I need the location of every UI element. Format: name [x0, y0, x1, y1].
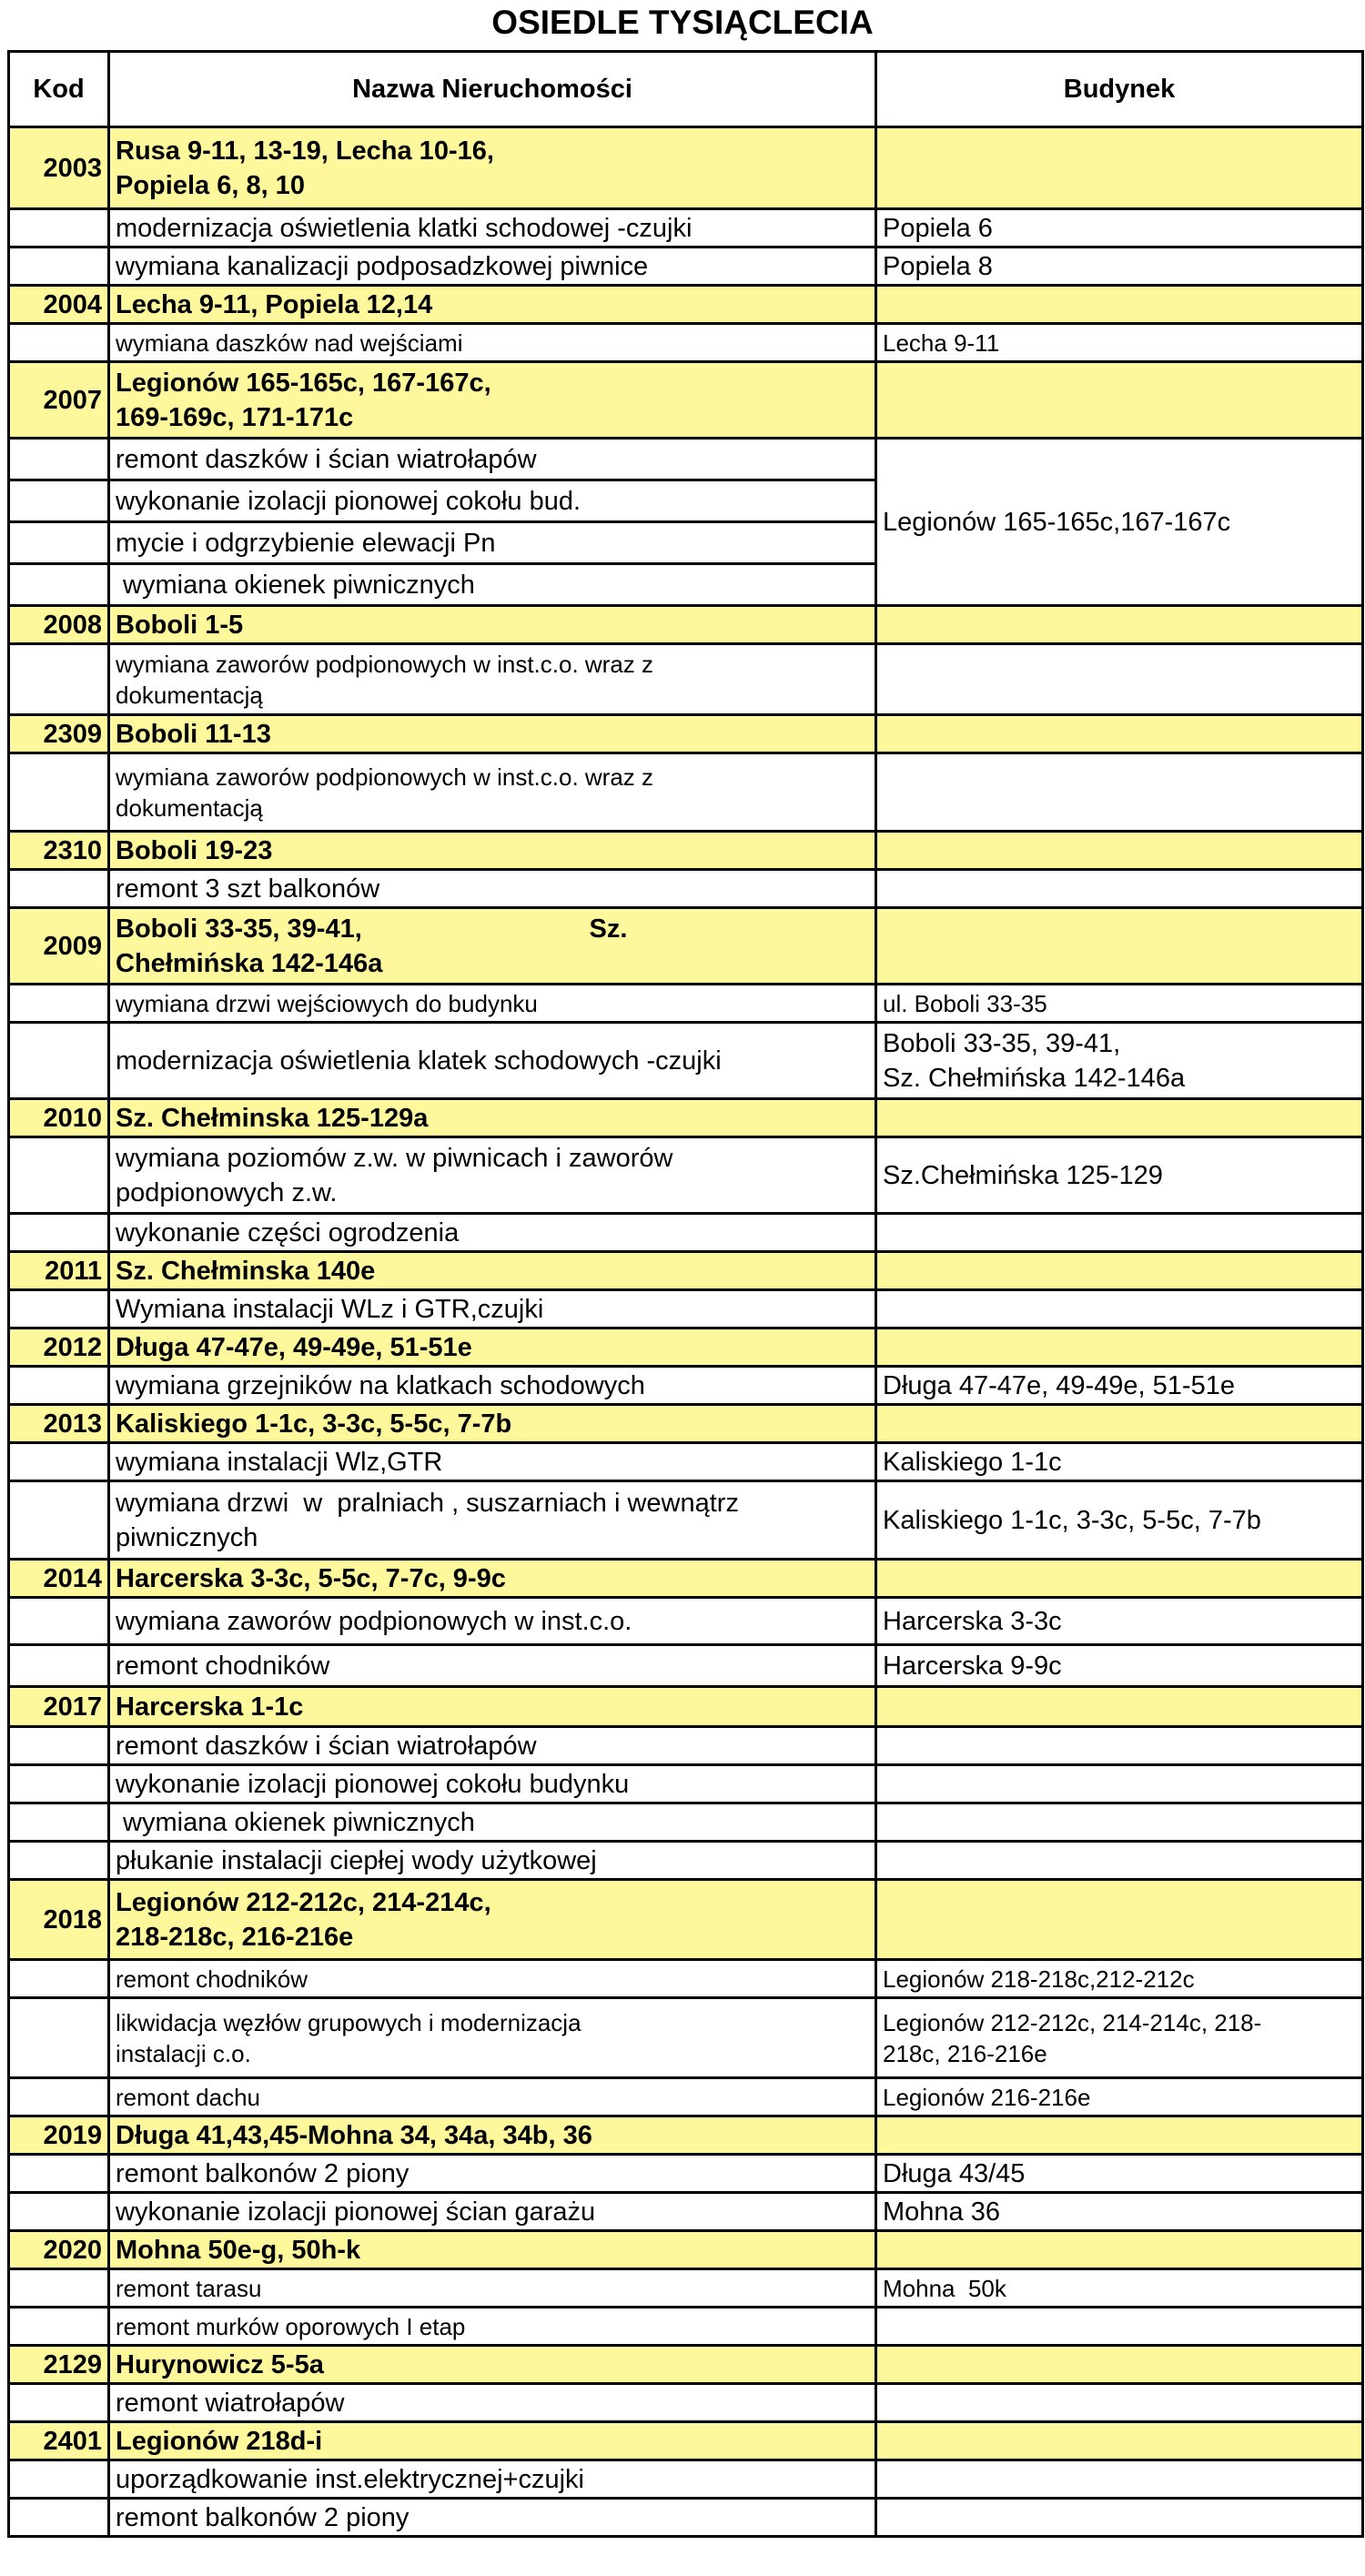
cell-kod [9, 247, 109, 286]
cell-nazwa: wykonanie izolacji pionowej cokołu budynku [109, 1765, 876, 1803]
group-row [9, 606, 1363, 644]
cell-budynek [876, 1405, 1363, 1443]
cell-budynek [876, 1252, 1363, 1290]
cell-kod [9, 522, 109, 564]
property-table [7, 50, 1364, 2538]
cell-kod [9, 1290, 109, 1328]
cell-budynek [876, 286, 1363, 324]
cell-nazwa: wymiana okienek piwnicznych [109, 1803, 876, 1842]
table-row [9, 1803, 1363, 1842]
cell-budynek: Długa 47-47e, 49-49e, 51-51e [876, 1367, 1363, 1405]
cell-kod: 2309 [9, 715, 109, 753]
table-row [9, 1443, 1363, 1481]
header-nazwa: Nazwa Nieruchomości [109, 52, 876, 127]
cell-kod [9, 1998, 109, 2078]
table-row [9, 2269, 1363, 2308]
group-row [9, 832, 1363, 870]
cell-nazwa: remont chodników [109, 1645, 876, 1687]
cell-kod [9, 1803, 109, 1842]
cell-kod [9, 1645, 109, 1687]
cell-kod [9, 1765, 109, 1803]
table-row [9, 1842, 1363, 1880]
table-row [9, 1214, 1363, 1252]
cell-nazwa: Boboli 1-5 [109, 606, 876, 644]
cell-nazwa: wymiana instalacji Wlz,GTR [109, 1443, 876, 1481]
cell-nazwa: wymiana drzwi w pralniach , suszarniach i wewnątrz piwnicznych [109, 1481, 876, 1560]
table-row [9, 1023, 1363, 1099]
cell-budynek: Lecha 9-11 [876, 324, 1363, 362]
cell-kod [9, 209, 109, 247]
cell-kod: 2007 [9, 362, 109, 439]
cell-kod [9, 480, 109, 522]
cell-nazwa: Długa 47-47e, 49-49e, 51-51e [109, 1328, 876, 1367]
header-budynek: Budynek [876, 52, 1363, 127]
cell-nazwa: Wymiana instalacji WLz i GTR,czujki [109, 1290, 876, 1328]
cell-nazwa: remont wiatrołapów [109, 2384, 876, 2422]
cell-budynek: Sz.Chełmińska 125-129 [876, 1137, 1363, 1214]
table-row [9, 1998, 1363, 2078]
cell-budynek [876, 908, 1363, 985]
group-row [9, 2422, 1363, 2460]
cell-budynek: Mohna 36 [876, 2193, 1363, 2231]
cell-kod [9, 2308, 109, 2346]
cell-budynek [876, 2116, 1363, 2155]
cell-kod [9, 644, 109, 715]
cell-nazwa: likwidacja węzłów grupowych i modernizacja instalacji c.o. [109, 1998, 876, 2078]
cell-budynek [876, 2308, 1363, 2346]
cell-budynek [876, 1290, 1363, 1328]
cell-nazwa: remont murków oporowych I etap [109, 2308, 876, 2346]
cell-kod [9, 564, 109, 606]
cell-budynek: Kaliskiego 1-1c [876, 1443, 1363, 1481]
cell-budynek [876, 1214, 1363, 1252]
cell-nazwa: Sz. Chełminska 125-129a [109, 1099, 876, 1137]
cell-kod: 2009 [9, 908, 109, 985]
group-row [9, 908, 1363, 985]
group-row [9, 127, 1363, 209]
cell-kod [9, 1960, 109, 1998]
cell-nazwa: Boboli 11-13 [109, 715, 876, 753]
cell-kod: 2004 [9, 286, 109, 324]
cell-budynek: Harcerska 3-3c [876, 1598, 1363, 1645]
table-row [9, 870, 1363, 908]
group-row [9, 1099, 1363, 1137]
cell-kod: 2129 [9, 2346, 109, 2384]
cell-budynek [876, 2422, 1363, 2460]
cell-budynek [876, 715, 1363, 753]
cell-budynek [876, 2231, 1363, 2269]
group-row [9, 1880, 1363, 1960]
cell-kod [9, 1481, 109, 1560]
cell-nazwa: wymiana drzwi wejściowych do budynku [109, 985, 876, 1023]
group-row [9, 1328, 1363, 1367]
table-row [9, 985, 1363, 1023]
cell-budynek: Legionów 212-212c, 214-214c, 218- 218c, 216-216e [876, 1998, 1363, 2078]
cell-kod [9, 1842, 109, 1880]
cell-kod: 2310 [9, 832, 109, 870]
table-row [9, 1598, 1363, 1645]
cell-kod [9, 2384, 109, 2422]
cell-nazwa: Boboli 33-35, 39-41, Sz. Chełmińska 142-146a [109, 908, 876, 985]
table-row [9, 2193, 1363, 2231]
cell-budynek [876, 644, 1363, 715]
cell-kod: 2014 [9, 1560, 109, 1598]
cell-kod: 2003 [9, 127, 109, 209]
cell-nazwa: wymiana zaworów podpionowych w inst.c.o. [109, 1598, 876, 1645]
cell-nazwa: modernizacja oświetlenia klatek schodowych -czujki [109, 1023, 876, 1099]
cell-budynek [876, 606, 1363, 644]
cell-nazwa: modernizacja oświetlenia klatki schodowej -czujki [109, 209, 876, 247]
cell-budynek [876, 832, 1363, 870]
cell-budynek [876, 362, 1363, 439]
table-row [9, 2499, 1363, 2537]
cell-budynek [876, 2460, 1363, 2499]
group-row [9, 286, 1363, 324]
cell-nazwa: Harcerska 3-3c, 5-5c, 7-7c, 9-9c [109, 1560, 876, 1598]
table-row [9, 1765, 1363, 1803]
cell-budynek [876, 870, 1363, 908]
group-row [9, 362, 1363, 439]
cell-budynek: Boboli 33-35, 39-41, Sz. Chełmińska 142-146a [876, 1023, 1363, 1099]
cell-kod: 2012 [9, 1328, 109, 1367]
cell-nazwa: Legionów 212-212c, 214-214c, 218-218c, 216-216e [109, 1880, 876, 1960]
table-row [9, 1645, 1363, 1687]
table-row [9, 2308, 1363, 2346]
cell-nazwa: mycie i odgrzybienie elewacji Pn [109, 522, 876, 564]
group-row [9, 715, 1363, 753]
cell-kod [9, 1023, 109, 1099]
cell-budynek [876, 1727, 1363, 1765]
cell-budynek: Długa 43/45 [876, 2155, 1363, 2193]
table-row [9, 1290, 1363, 1328]
table-header-row [9, 52, 1363, 127]
cell-budynek [876, 127, 1363, 209]
cell-nazwa: wymiana daszków nad wejściami [109, 324, 876, 362]
header-kod: Kod [9, 52, 109, 127]
group-row [9, 1560, 1363, 1598]
cell-budynek: Mohna 50k [876, 2269, 1363, 2308]
table-row [9, 439, 1363, 480]
cell-nazwa: wymiana kanalizacji podposadzkowej piwnice [109, 247, 876, 286]
cell-budynek: Popiela 6 [876, 209, 1363, 247]
cell-nazwa: wykonanie izolacji pionowej ścian garażu [109, 2193, 876, 2231]
cell-nazwa: płukanie instalacji ciepłej wody użytkowej [109, 1842, 876, 1880]
cell-nazwa: remont balkonów 2 piony [109, 2155, 876, 2193]
table-row [9, 1727, 1363, 1765]
cell-budynek [876, 2346, 1363, 2384]
cell-kod [9, 324, 109, 362]
table-row [9, 247, 1363, 286]
cell-kod [9, 1214, 109, 1252]
cell-nazwa: wymiana zaworów podpionowych w inst.c.o. wraz z dokumentacją [109, 753, 876, 832]
group-row [9, 1405, 1363, 1443]
cell-budynek: ul. Boboli 33-35 [876, 985, 1363, 1023]
cell-nazwa: wymiana poziomów z.w. w piwnicach i zaworów podpionowych z.w. [109, 1137, 876, 1214]
cell-nazwa: Legionów 218d-i [109, 2422, 876, 2460]
cell-nazwa: Długa 41,43,45-Mohna 34, 34a, 34b, 36 [109, 2116, 876, 2155]
group-row [9, 2231, 1363, 2269]
cell-kod: 2008 [9, 606, 109, 644]
cell-kod: 2019 [9, 2116, 109, 2155]
cell-budynek [876, 1099, 1363, 1137]
cell-kod: 2018 [9, 1880, 109, 1960]
cell-kod [9, 1443, 109, 1481]
cell-kod: 2401 [9, 2422, 109, 2460]
table-row [9, 1960, 1363, 1998]
cell-nazwa: Rusa 9-11, 13-19, Lecha 10-16, Popiela 6, 8, 10 [109, 127, 876, 209]
cell-budynek [876, 1328, 1363, 1367]
group-row [9, 1687, 1363, 1727]
table-row [9, 1481, 1363, 1560]
cell-budynek: Legionów 165-165c,167-167c [876, 439, 1363, 606]
group-row [9, 1252, 1363, 1290]
cell-nazwa: remont chodników [109, 1960, 876, 1998]
cell-budynek [876, 1765, 1363, 1803]
cell-budynek [876, 1687, 1363, 1727]
cell-kod [9, 1727, 109, 1765]
table-row [9, 2078, 1363, 2116]
cell-kod: 2011 [9, 1252, 109, 1290]
cell-nazwa: remont daszków i ścian wiatrołapów [109, 1727, 876, 1765]
cell-kod [9, 2155, 109, 2193]
cell-budynek [876, 1803, 1363, 1842]
cell-budynek [876, 753, 1363, 832]
table-row [9, 753, 1363, 832]
cell-nazwa: remont tarasu [109, 2269, 876, 2308]
cell-nazwa: Harcerska 1-1c [109, 1687, 876, 1727]
cell-nazwa: Boboli 19-23 [109, 832, 876, 870]
cell-nazwa: Sz. Chełminska 140e [109, 1252, 876, 1290]
cell-kod: 2017 [9, 1687, 109, 1727]
cell-kod: 2010 [9, 1099, 109, 1137]
cell-budynek: Popiela 8 [876, 247, 1363, 286]
cell-kod: 2020 [9, 2231, 109, 2269]
cell-nazwa: wykonanie części ogrodzenia [109, 1214, 876, 1252]
table-row [9, 209, 1363, 247]
cell-kod [9, 2193, 109, 2231]
cell-budynek [876, 2384, 1363, 2422]
cell-kod [9, 1598, 109, 1645]
cell-budynek: Harcerska 9-9c [876, 1645, 1363, 1687]
cell-nazwa: wykonanie izolacji pionowej cokołu bud. [109, 480, 876, 522]
table-row [9, 2460, 1363, 2499]
table-row [9, 1137, 1363, 1214]
cell-kod [9, 985, 109, 1023]
page-title: OSIEDLE TYSIĄCLECIA [491, 4, 874, 41]
table-row [9, 1367, 1363, 1405]
cell-budynek: Kaliskiego 1-1c, 3-3c, 5-5c, 7-7b [876, 1481, 1363, 1560]
cell-budynek: Legionów 218-218c,212-212c [876, 1960, 1363, 1998]
cell-nazwa: wymiana grzejników na klatkach schodowych [109, 1367, 876, 1405]
group-row [9, 2116, 1363, 2155]
cell-kod [9, 1137, 109, 1214]
cell-kod [9, 1367, 109, 1405]
cell-nazwa: remont balkonów 2 piony [109, 2499, 876, 2537]
cell-kod [9, 753, 109, 832]
table-row [9, 2155, 1363, 2193]
cell-kod: 2013 [9, 1405, 109, 1443]
cell-nazwa: remont 3 szt balkonów [109, 870, 876, 908]
cell-kod [9, 2078, 109, 2116]
cell-nazwa: uporządkowanie inst.elektrycznej+czujki [109, 2460, 876, 2499]
cell-budynek [876, 1880, 1363, 1960]
cell-budynek [876, 1842, 1363, 1880]
cell-nazwa: wymiana zaworów podpionowych w inst.c.o. wraz z dokumentacją [109, 644, 876, 715]
cell-budynek: Legionów 216-216e [876, 2078, 1363, 2116]
cell-nazwa: Mohna 50e-g, 50h-k [109, 2231, 876, 2269]
cell-kod [9, 2499, 109, 2537]
table-row [9, 644, 1363, 715]
cell-nazwa: Lecha 9-11, Popiela 12,14 [109, 286, 876, 324]
cell-kod [9, 2460, 109, 2499]
cell-nazwa: Kaliskiego 1-1c, 3-3c, 5-5c, 7-7b [109, 1405, 876, 1443]
cell-nazwa: Hurynowicz 5-5a [109, 2346, 876, 2384]
cell-nazwa: remont dachu [109, 2078, 876, 2116]
cell-nazwa: Legionów 165-165c, 167-167c, 169-169c, 171-171c [109, 362, 876, 439]
group-row [9, 2346, 1363, 2384]
table-row [9, 324, 1363, 362]
cell-nazwa: remont daszków i ścian wiatrołapów [109, 439, 876, 480]
cell-nazwa: wymiana okienek piwnicznych [109, 564, 876, 606]
cell-kod [9, 2269, 109, 2308]
cell-kod [9, 870, 109, 908]
cell-kod [9, 439, 109, 480]
table-row [9, 2384, 1363, 2422]
cell-budynek [876, 2499, 1363, 2537]
cell-budynek [876, 1560, 1363, 1598]
